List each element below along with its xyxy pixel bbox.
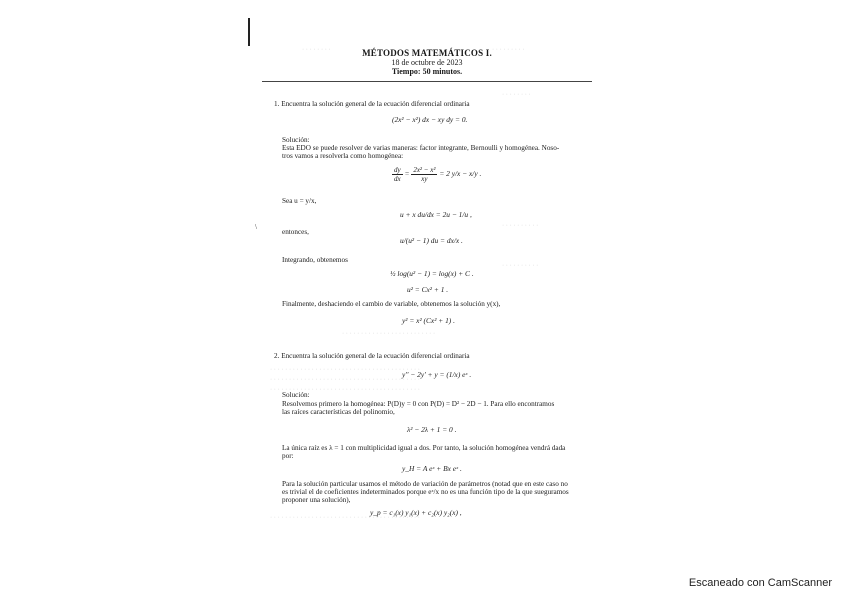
problem-1-final-text: Finalmente, deshaciendo el cambio de variable, obtenemos la solución y(x), — [282, 300, 501, 308]
exam-date: 18 de octubre de 2023 — [391, 58, 463, 67]
problem-2-line-5: Para la solución particular usamos el método de variación de parámetros (notad que en este caso no — [282, 480, 568, 488]
problem-1-solution-label: Solución: — [282, 136, 310, 144]
bleed-through-line: · · · · · · · · — [502, 91, 531, 98]
problem-1-then: entonces, — [282, 228, 309, 236]
scan-edge-mark — [248, 18, 250, 46]
problem-1-equation-6: y² = x² (Cx² + 1) . — [402, 316, 455, 325]
problem-1-substitution: Sea u = y/x, — [282, 197, 317, 205]
problem-2-line-7: proponer una solución), — [282, 496, 351, 504]
problem-2-line-3: La única raíz es λ = 1 con multiplicidad igual a dos. Por tanto, la solución homogénea vendrá dada — [282, 444, 566, 452]
exam-time: Tiempo: 50 minutos. — [391, 67, 463, 76]
problem-1-statement: 1. Encuentra la solución general de la ecuación diferencial ordinaria — [274, 100, 470, 108]
problem-2-line-1: Resolvemos primero la homogénea: P(D)y = 0 con P(D) = D² − 2D − 1. Para ello encontramos — [282, 400, 555, 408]
problem-2-line-6: es trivial el de coeficientes indeterminados porque eˣ/x no es una función tipo de la que sueguramos — [282, 488, 569, 496]
problem-1-intro-line-1: Esta EDO se puede resolver de varias maneras: factor integrante, Bernoulli y homogénea. Noso- — [282, 144, 560, 152]
bleed-through-line: · · · · · · · · · · · · · · · · · · · · · · · · · — [342, 330, 436, 337]
problem-2-statement: 2. Encuentra la solución general de la ecuación diferencial ordinaria — [274, 352, 470, 360]
problem-2-homogeneous-solution: y_H = A eˣ + Bx eˣ . — [402, 464, 462, 473]
problem-1-equation-4: ½ log(u² − 1) = log(x) + C . — [390, 269, 474, 278]
bleed-through-line: · · · · · · · · · · · · · · · · · · · · · · · · · · · · · · · · · · · · · · · · — [270, 366, 420, 373]
problem-1-equation-5: u² = Cx² + 1 . — [407, 285, 449, 294]
problem-1-equation-2: u + x du/dx = 2u − 1/u , — [400, 210, 472, 219]
bleed-through-line: · · · · · · · · · · · · · · · · · · · · · · · · · · · · · · · · · · · · · · · · — [270, 386, 420, 393]
problem-2-line-4: por: — [282, 452, 294, 460]
problem-1-equation-3: u/(u² − 1) du = dx/x . — [400, 236, 463, 245]
bleed-through-line: · · · · · · · · · — [492, 46, 525, 53]
problem-1-equation-1: $\frac{dy}{dx}$ = $\frac{\text{2x² − x²}}{xy}$ = 2 y/x − x/y . — [394, 166, 482, 183]
exam-title: MÉTODOS MATEMÁTICOS I. — [362, 48, 492, 58]
problem-1-integrating: Integrando, obtenemos — [282, 256, 348, 264]
problem-2-line-2: las raíces características del polinomio, — [282, 408, 395, 416]
bleed-through-line: · · · · · · · · · · — [502, 262, 539, 269]
bleed-through-line: · · · · · · · · · · — [502, 222, 539, 229]
camscanner-watermark: Escaneado con CamScanner — [688, 577, 832, 589]
problem-1-ode: (2x² − x²) dx − xy dy = 0. — [392, 115, 468, 124]
problem-2-solution-label: Solución: — [282, 391, 310, 399]
bleed-through-line: · · · · · · · · · · · · · · · · · · · · · · · · · · · · · · · · · · · · · · · · — [270, 376, 420, 383]
problem-2-characteristic-equation: λ² − 2λ + 1 = 0 . — [407, 425, 457, 434]
header-divider — [262, 81, 592, 82]
scan-speck: \ — [255, 223, 257, 231]
problem-2-ode: y'' − 2y' + y = (1/x) eˣ . — [402, 370, 472, 379]
bleed-through-line: · · · · · · · · · · · · · · · · · · · · · · · · · · · · · · · · · · · · · · · · — [270, 514, 420, 521]
problem-2-particular-solution: y_p = c₁(x) y₁(x) + c₂(x) y₂(x) , — [370, 508, 462, 517]
exam-page — [262, 40, 592, 530]
bleed-through-line: · · · · · · · · — [302, 46, 331, 53]
problem-1-intro-line-2: tros vamos a resolverla como homogénea: — [282, 152, 404, 160]
